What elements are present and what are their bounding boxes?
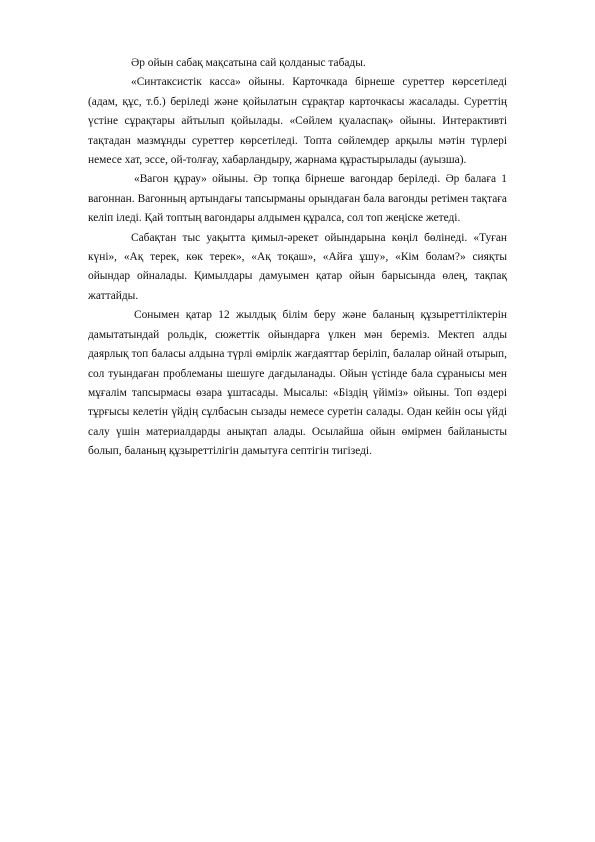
paragraph-wagon-game: «Вагон құрау» ойыны. Әр топқа бірнеше вагондар беріледі. Әр балаға 1 вагоннан. Вагонның артындағы тапсырманы орындаған бала вагонды ретімен тақтаға келіп іледі. Қай топтың вагондары алдымен құралса, сол топ жеңіске жетеді. (88, 173, 507, 225)
paragraph-syntax-cassette: «Синтаксистік касса» ойыны. Карточкада бірнеше суреттер көрсетіледі (адам, құс, т.б.) беріледі және қойылатын сұрақтар карточкасы жасалады. Суреттің үстіне сұрақтары айтылып қойылады. «Сөйлем қуаласпақ» ойыны. Интерактивті тақтадан мазмұнды суреттер көрсетіледі. Топта сөйлемдер арқылы мәтін түрлері немесе хат, эссе, ой-толғау, хабарландыру, жарнама құрастырылады (ауызша). (88, 76, 507, 167)
paragraph-role-games: Сонымен қатар 12 жылдық білім беру және баланың құзыреттіліктерін дамытатындай рольдік, сюжеттік ойындарға үлкен мән береміз. Мектеп алды даярлық топ баласы алдына түрлі өмірлік жағдаяттар беріліп, балалар ойнай отырып, сол туындаған проблеманы шешуге дағдыланады. Ойын үстінде бала сұранысы мен мұғалім тапсырмасы өзара ұштасады. Мысалы: «Біздің үйіміз» ойыны. Топ өздері тұрғысы келетін үйдің сұлбасын сызады немесе суретін салады. Одан кейін осы үйді салу үшін материалдарды анықтап алады. Осылайша ойын өмірмен байланысты болып, баланың құзыреттілігін дамытуға септігін тигізеді. (88, 309, 507, 458)
paragraph-intro: Әр ойын сабақ мақсатына сай қолданыс табады. (131, 57, 366, 69)
document-page (88, 54, 507, 462)
paragraph-outdoor-games: Сабақтан тыс уақытта қимыл-әрекет ойындарына көңіл бөлінеді. «Туған күні», «Ақ терек, көк терек», «Ақ тоқаш», «Айға ұшу», «Кім болам?» сияқты ойындар ойналады. Қимылдары дамуымен қатар ойын барысында өлең, тақпақ жаттайды. (88, 231, 507, 302)
